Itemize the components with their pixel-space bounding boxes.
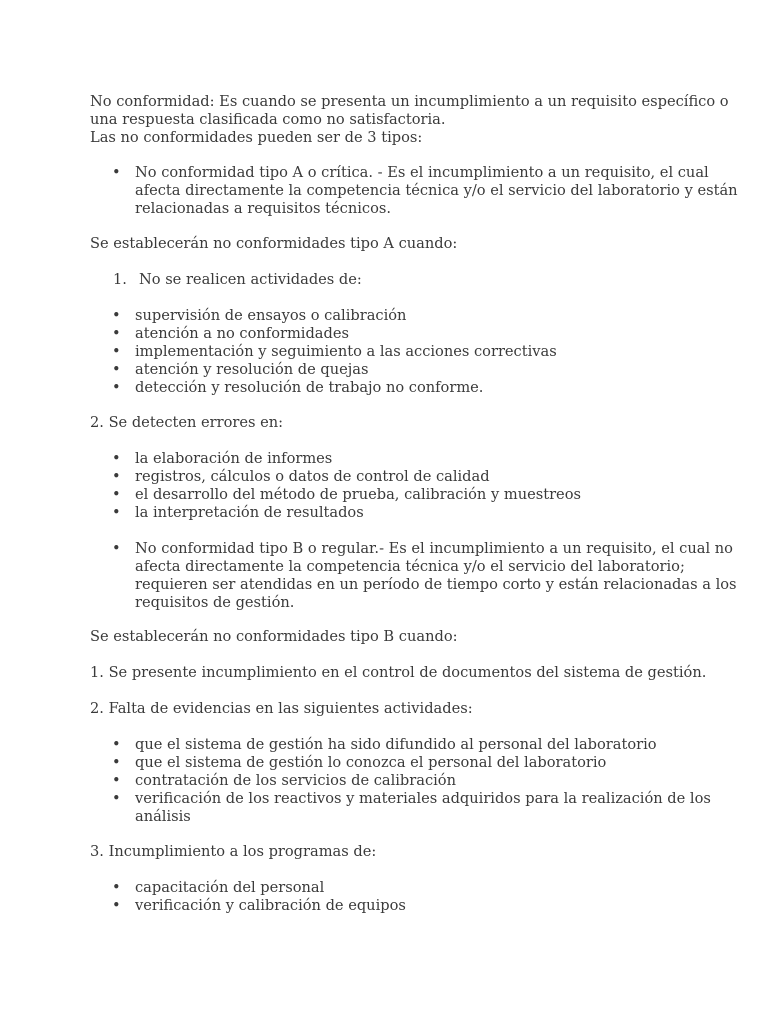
tipo-a-text: No conformidad tipo A o crítica. - Es el incumplimiento a un requisito, el cual afecta directamente la competencia técnica y/o el servicio del laboratorio y están relacionadas a requisitos técnicos. xyxy=(135,164,738,217)
bullet: • xyxy=(112,486,121,503)
bullet: • xyxy=(112,790,121,807)
bullet: • xyxy=(112,450,121,467)
bullet: • xyxy=(112,504,121,521)
bullet: • xyxy=(112,164,121,181)
tipo-b-when-heading: Se establecerán no conformidades tipo B cuando: xyxy=(90,628,458,645)
bullet: • xyxy=(112,540,121,557)
a-case-2-heading: 2. Se detecten errores en: xyxy=(90,414,284,431)
bullet: • xyxy=(112,361,121,378)
b-case-2-heading: 2. Falta de evidencias en las siguientes actividades: xyxy=(90,700,473,717)
intro-line-2: una respuesta clasificada como no satisfactoria. xyxy=(90,111,446,128)
bullet: • xyxy=(112,897,121,914)
bullet: • xyxy=(112,343,121,360)
intro-paragraph xyxy=(90,93,729,147)
bullet: • xyxy=(112,325,121,342)
bullet: • xyxy=(112,379,121,396)
bullet: • xyxy=(112,879,121,896)
document-page: No conformidad: Es cuando se presenta un incumplimiento a un requisito específico o una respuesta clasificada como no satisfactoria. Las no conformidades pueden ser de 3 tipos: • No conformidad tipo A o crítica. - Es el incumplimiento a un requisito, el cual afecta directamente la competencia técnica y/o el servicio del laboratorio y están relacionadas a requisitos técnicos. Se establecerán no conformidades tipo A cuando: 1. No se realicen actividades de: • supervisión de ensayos o calibración • atención a no conformidades • implementación y seguimiento a las acciones correctivas • atención y resolución de quejas • detección y resolución de trabajo no conforme. 2. Se detecten errores en: • la elaboración de informes • registros, cálculos o datos de control de calidad • el desarrollo del método de prueba, calibración y muestreos • la interpretación de resultados • No conformidad tipo B o regular.- Es el incumplimiento a un requisito, el cual no afecta directamente la competencia técnica y/o el servicio del laboratorio; requieren ser atendidas en un período de tiempo corto y están relacionadas a los requisitos de gestión. Se establecerán no conformidades tipo B cuando: 1. Se presente incumplimiento en el control de documentos del sistema de gestión. 2. Falta de evidencias en las siguientes actividades: • que el sistema de gestión ha sido difundido al personal del laboratorio • que el sistema de gestión lo conozca el personal del laboratorio • contratación de los servicios de calibración • verificación de los reactivos y materiales adquiridos para la realización de los análisis 3. Incumplimiento a los programas de: • capacitación del personal • verificación y calibración de equipos xyxy=(90,93,738,914)
bullet: • xyxy=(112,772,121,789)
tipo-b-text: No conformidad tipo B o regular.- Es el incumplimiento a un requisito, el cual no afecta directamente la competencia técnica y/o el servicio del laboratorio; requieren ser atendidas en un período de tiempo corto y están relacionadas a los requisitos de gestión. xyxy=(135,540,737,611)
tipo-a-when-heading: Se establecerán no conformidades tipo A cuando: xyxy=(90,235,458,252)
bullet: • xyxy=(112,468,121,485)
b-case-3-heading: 3. Incumplimiento a los programas de: xyxy=(90,843,377,860)
intro-line-3: Las no conformidades pueden ser de 3 tipos: xyxy=(90,129,423,146)
intro-line-1: No conformidad: Es cuando se presenta un incumplimiento a un requisito específico o xyxy=(90,93,729,110)
bullet: • xyxy=(112,307,121,324)
bullet: • xyxy=(112,736,121,753)
b-case-1: 1. Se presente incumplimiento en el control de documentos del sistema de gestión. xyxy=(90,664,707,681)
bullet: • xyxy=(112,754,121,771)
